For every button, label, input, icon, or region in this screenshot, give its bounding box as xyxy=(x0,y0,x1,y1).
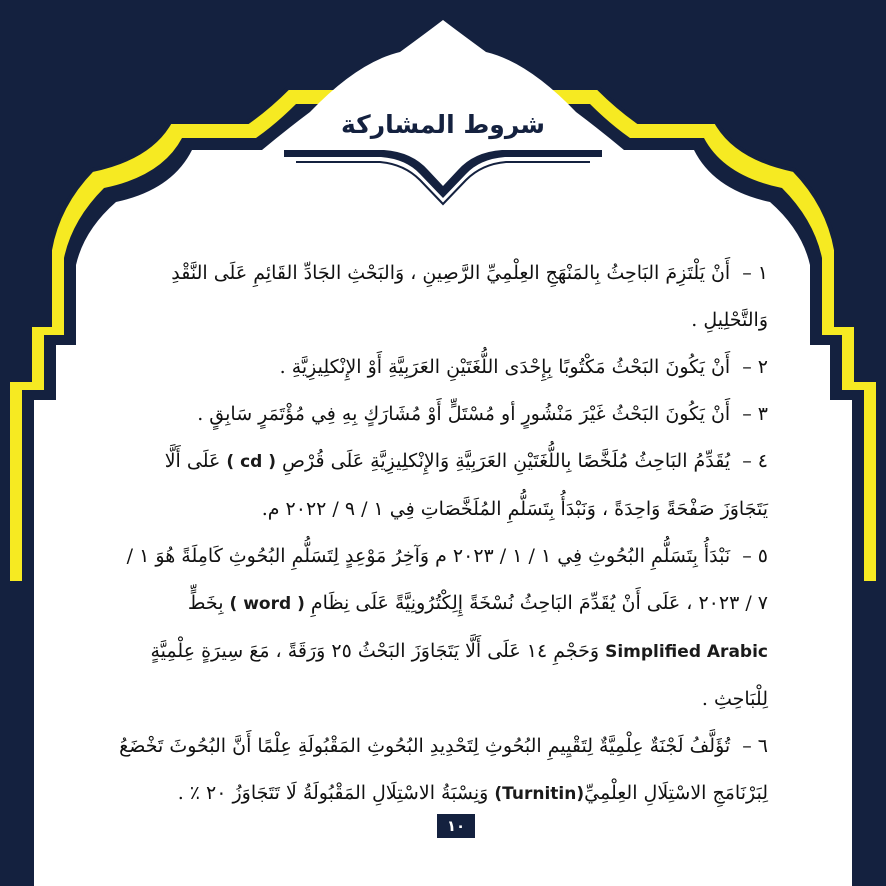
condition-text: أَنْ يَكُونَ البَحْثُ مَكْتُوبًا بِإِحْدَى اللُّغَتَيْنِ العَرَبِيَّةِ أَوْ الإِنْكلِيزِيَّةِ . xyxy=(279,356,731,378)
condition-text: وَحَجْمِ ١٤ عَلَى أَلَّا يَتَجَاوَزَ البَحْثُ ٢٥ وَرَقَةً ، مَعَ سِيرَةٍ عِلْمِيَّةٍ لِلْبَاحِثِ . xyxy=(150,640,768,710)
condition-text: أَنْ يَلْتَزِمَ البَاحِثُ بِالمَنْهَجِ العِلْمِيِّ الرَّصِينِ ، وَالبَحْثِ الجَادِّ القَائِمِ عَلَى النَّقْدِ وَالتَّحْلِيلِ . xyxy=(171,262,768,331)
condition-text: نَبْدَأُ بِتَسَلُّمِ البُحُوثِ فِي ١ / ١ / ٢٠٢٣ م وَآخِرُ مَوْعِدٍ لِتَسَلُّمِ البُحُوثِ كَامِلَةً هُوَ ١ / ٧ / ٢٠٢٣ ، عَلَى أَنْ يُقَدِّمَ البَاحِثُ نُسْخَةً إِلِكْتُرُونِيَّةً عَلَى نِظَامِ xyxy=(126,545,768,614)
font-name-label: Simplified Arabic xyxy=(605,642,768,662)
condition-4 xyxy=(118,438,768,533)
condition-text: أَنْ يَكُونَ البَحْثُ غَيْرَ مَنْشُورٍ أو مُسْتَلٍّ أَوْ مُشَارَكٍ بِهِ فِي مُؤْتَمَرٍ سَابِقٍ . xyxy=(197,403,731,425)
condition-1 xyxy=(118,250,768,344)
condition-number: ٤ – xyxy=(742,450,768,472)
condition-2 xyxy=(118,344,768,391)
condition-text: بِخَطٍّ xyxy=(187,592,224,614)
conditions-list xyxy=(118,250,768,818)
cd-label: ( cd ) xyxy=(226,452,276,472)
condition-number: ٦ – xyxy=(742,735,768,757)
condition-number: ١ – xyxy=(742,262,768,284)
word-label: ( word ) xyxy=(229,594,305,614)
condition-number: ٣ – xyxy=(742,403,768,425)
condition-5 xyxy=(118,533,768,723)
condition-text: تُؤَلَّفُ لَجْنَةٌ عِلْمِيَّةٌ لِتَقْيِيمِ البُحُوثِ لِتَحْدِيدِ البُحُوثِ المَقْبُولَةِ عِلْمًا أَنَّ البُحُوثَ تَخْضَعُ لِبَرْنَامَجِ الاسْتِلَالِ العِلْمِيِّ xyxy=(119,735,768,804)
page-title: شروط المشاركة xyxy=(341,110,545,139)
condition-6 xyxy=(118,723,768,818)
condition-text: عَلَى أَلَّا يَتَجَاوَزَ صَفْحَةً وَاحِدَةً ، وَنَبْدَأُ بِتَسَلُّمِ المُلَخَّصَاتِ فِي ١ / ٩ / ٢٠٢٢ م. xyxy=(164,450,768,520)
turnitin-label: (Turnitin) xyxy=(494,784,585,804)
condition-number: ٥ – xyxy=(742,545,768,567)
condition-3 xyxy=(118,391,768,438)
condition-number: ٢ – xyxy=(742,356,768,378)
condition-text: يُقَدِّمُ البَاحِثُ مُلَخَّصًا بِاللُّغَتَيْنِ العَرَبِيَّةِ وَالإِنْكلِيزِيَّةِ عَلَى قُرْصِ xyxy=(282,450,731,472)
page-number: ١٠ xyxy=(437,814,475,838)
condition-text: وَنِسْبَةُ الاسْتِلَالِ المَقْبُولَةُ لَا تَتَجَاوَزُ ٢٠ ٪ . xyxy=(177,782,489,804)
